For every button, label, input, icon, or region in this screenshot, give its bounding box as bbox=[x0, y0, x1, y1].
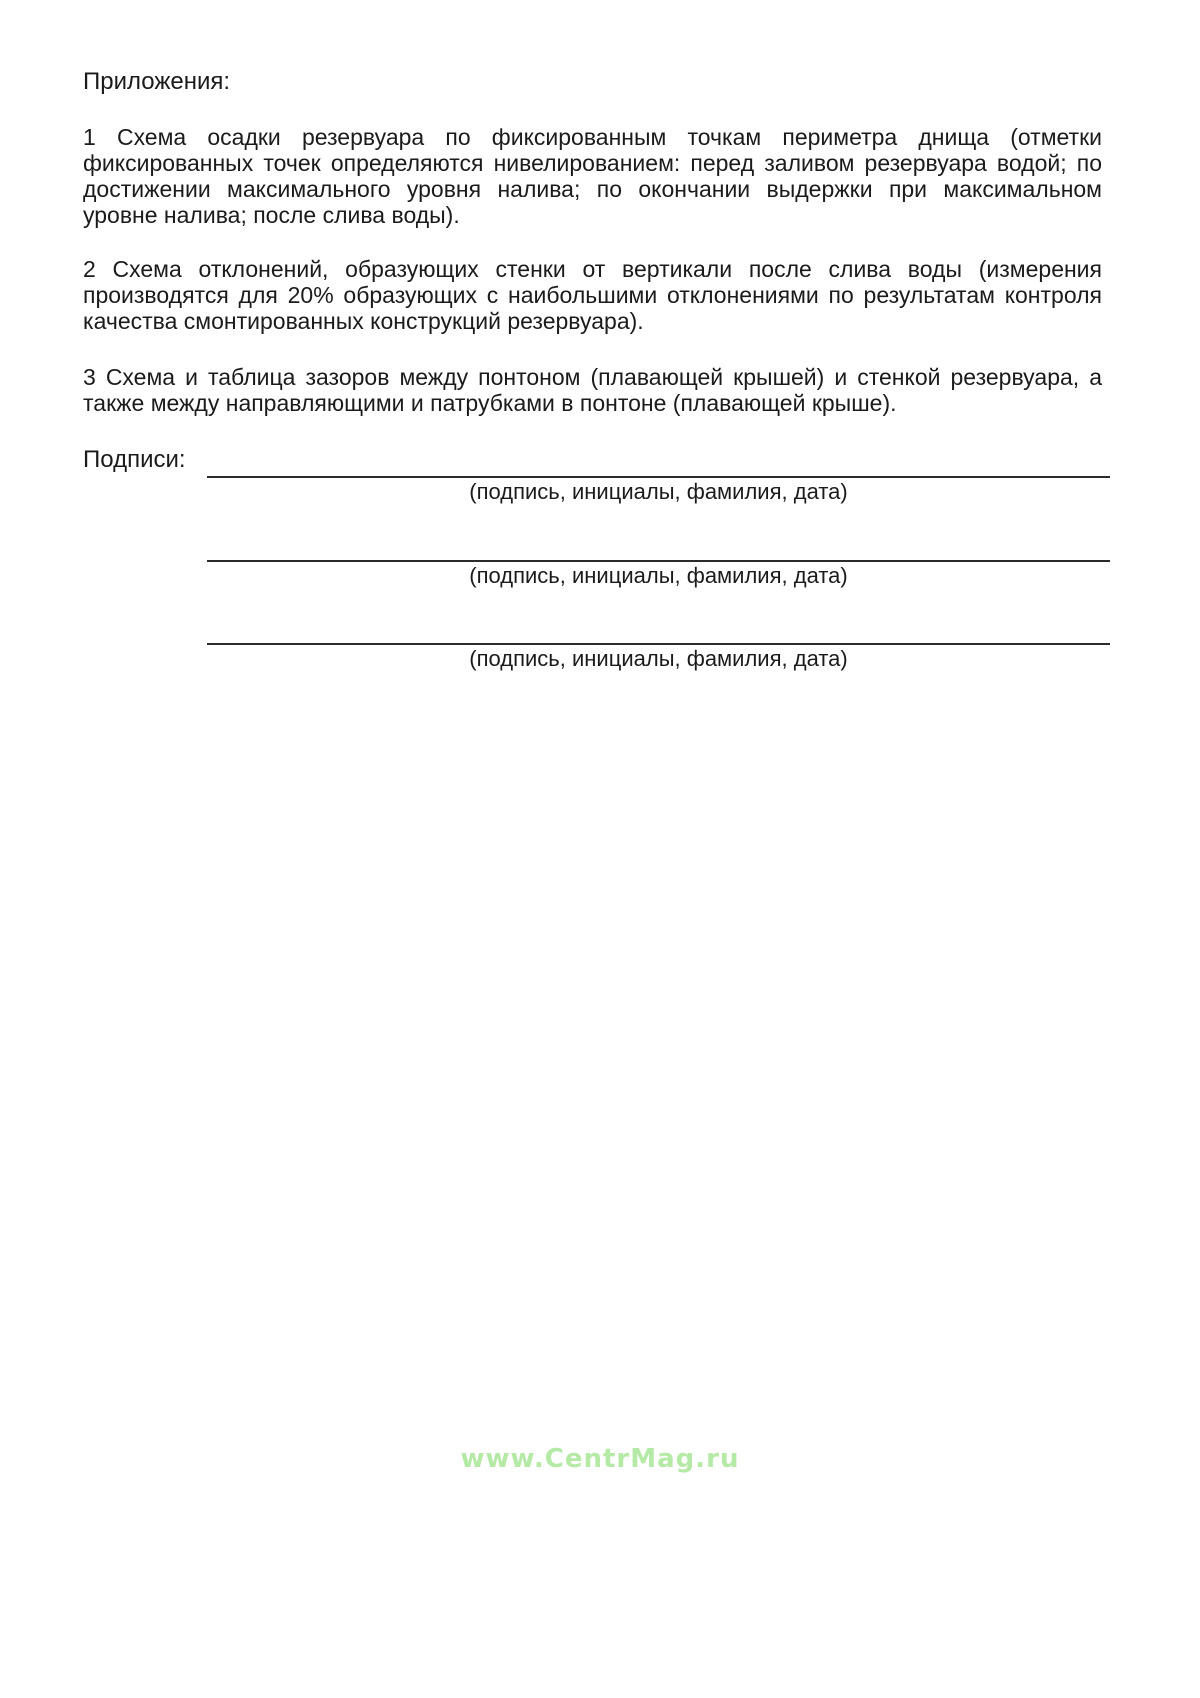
signature-blank-line bbox=[207, 476, 1110, 478]
attachment-item-2 bbox=[83, 256, 1102, 334]
paragraph-line: также между направляющими и патрубками в понтоне (плавающей крыше). bbox=[83, 390, 897, 416]
signature-caption: (подпись, инициалы, фамилия, дата) bbox=[469, 646, 848, 671]
paragraph-line: производятся для 20% образующих с наибольшими отклонениями по результатам контроля bbox=[83, 282, 1102, 308]
centrmag-watermark: www.CentrMag.ru bbox=[460, 1444, 740, 1474]
signature-blank-line bbox=[207, 643, 1110, 645]
paragraph-line: фиксированных точек определяются нивелированием: перед заливом резервуара водой; по bbox=[83, 150, 1102, 176]
attachment-item-1 bbox=[83, 124, 1102, 228]
paragraph-line: качества смонтированных конструкций резервуара). bbox=[83, 308, 644, 334]
signature-caption: (подпись, инициалы, фамилия, дата) bbox=[469, 563, 848, 588]
paragraph-line: 2 Схема отклонений, образующих стенки от вертикали после слива воды (измерения bbox=[83, 256, 1102, 282]
paragraph-line: 3 Схема и таблица зазоров между понтоном (плавающей крышей) и стенкой резервуара, а bbox=[83, 364, 1102, 390]
attachments-heading: Приложения: bbox=[83, 68, 231, 95]
paragraph-line: уровне налива; после слива воды). bbox=[83, 202, 460, 228]
signature-caption: (подпись, инициалы, фамилия, дата) bbox=[469, 479, 848, 504]
attachment-item-3 bbox=[83, 364, 1102, 416]
signatures-label: Подписи: bbox=[83, 446, 186, 473]
signature-blank-line bbox=[207, 560, 1110, 562]
paragraph-line: 1 Схема осадки резервуара по фиксированным точкам периметра днища (отметки bbox=[83, 124, 1102, 150]
paragraph-line: достижении максимального уровня налива; по окончании выдержки при максимальном bbox=[83, 176, 1102, 202]
